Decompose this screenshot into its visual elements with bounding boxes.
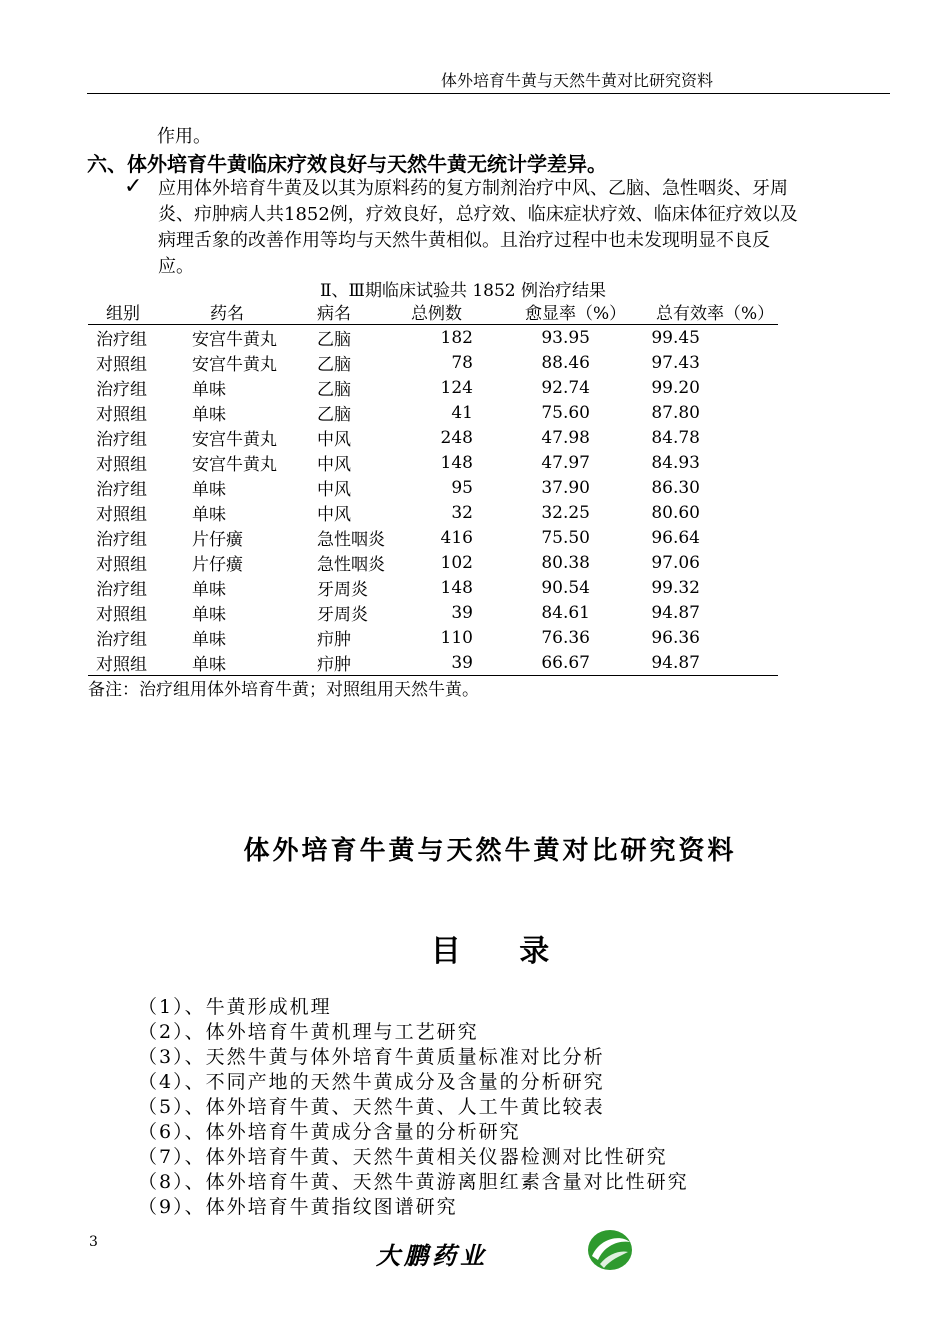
cell-group: 治疗组 (96, 380, 147, 400)
cell-cure-rate: 47.98 (541, 427, 590, 448)
cell-disease: 中风 (317, 505, 351, 525)
cell-disease: 中风 (317, 480, 351, 500)
table-row (88, 475, 778, 500)
cell-total-cases: 416 (440, 527, 473, 548)
table-row (88, 350, 778, 375)
cell-total-cases: 41 (451, 402, 473, 423)
cell-disease: 乙脑 (317, 355, 351, 375)
toc-item: （3）、天然牛黄与体外培育牛黄质量标准对比分析 (138, 1046, 605, 1068)
toc-list (138, 995, 689, 1220)
column-header-group: 组别 (88, 299, 192, 325)
cell-group: 对照组 (96, 505, 147, 525)
cell-effective-rate: 94.87 (651, 602, 700, 623)
cell-group: 治疗组 (96, 330, 147, 350)
table-header-row (88, 299, 778, 325)
cell-effective-rate: 86.30 (651, 477, 700, 498)
cell-cure-rate: 90.54 (541, 577, 590, 598)
cell-effective-rate: 96.64 (651, 527, 700, 548)
cell-effective-rate: 99.45 (651, 327, 700, 348)
cell-drug: 安宫牛黄丸 (192, 330, 277, 350)
table-note: 备注：治疗组用体外培育牛黄；对照组用天然牛黄。 (88, 680, 479, 700)
cell-effective-rate: 99.20 (651, 377, 700, 398)
cell-total-cases: 110 (440, 627, 473, 648)
cell-group: 治疗组 (96, 630, 147, 650)
toc-item: （2）、体外培育牛黄机理与工艺研究 (138, 1021, 479, 1043)
cell-cure-rate: 75.60 (541, 402, 590, 423)
lead-text: 作用。 (157, 126, 211, 147)
cell-drug: 片仔癀 (192, 555, 243, 575)
cell-group: 对照组 (96, 605, 147, 625)
cell-drug: 安宫牛黄丸 (192, 455, 277, 475)
table-row (88, 600, 778, 625)
cell-cure-rate: 80.38 (541, 552, 590, 573)
table-row (88, 525, 778, 550)
cell-effective-rate: 94.87 (634, 650, 778, 676)
cell-total-cases: 39 (451, 602, 473, 623)
cell-cure-rate: 93.95 (541, 327, 590, 348)
cell-drug: 安宫牛黄丸 (192, 430, 277, 450)
toc-item: （1）、牛黄形成机理 (138, 996, 332, 1018)
section-heading: 六、体外培育牛黄临床疗效良好与天然牛黄无统计学差异。 (87, 152, 607, 176)
cell-cure-rate: 76.36 (541, 627, 590, 648)
cell-effective-rate: 97.43 (651, 352, 700, 373)
cell-total-cases: 182 (440, 327, 473, 348)
cell-total-cases: 95 (451, 477, 473, 498)
toc-heading: 目 录 (430, 934, 550, 969)
section-paragraph: 应用体外培育牛黄及以其为原料药的复方制剂治疗中风、乙脑、急性咽炎、牙周炎、疖肿病人共1852例，疗效良好，总疗效、临床症状疗效、临床体征疗效以及病理舌象的改善作用等均与天然牛黄相似。且治疗过程中也未发现明显不良反应。 (158, 178, 798, 277)
company-logo: 大鹏药业 (376, 1242, 488, 1270)
cell-drug: 单味 (192, 405, 226, 425)
cell-cure-rate: 66.67 (499, 650, 634, 676)
table-row (88, 575, 778, 600)
table-row (88, 375, 778, 400)
cell-total-cases: 248 (440, 427, 473, 448)
cell-disease: 中风 (317, 455, 351, 475)
cell-drug: 片仔癀 (192, 530, 243, 550)
cell-effective-rate: 97.06 (651, 552, 700, 573)
table-title: Ⅱ、Ⅲ期临床试验共 1852 例治疗结果 (320, 281, 607, 301)
cell-effective-rate: 84.93 (651, 452, 700, 473)
table-row (88, 325, 778, 351)
cell-effective-rate: 84.78 (651, 427, 700, 448)
cell-total-cases: 148 (440, 452, 473, 473)
cell-cure-rate: 47.97 (541, 452, 590, 473)
cell-total-cases: 102 (440, 552, 473, 573)
cell-cure-rate: 75.50 (541, 527, 590, 548)
header-divider (87, 93, 890, 94)
cell-disease: 疖肿 (317, 650, 407, 676)
table-row (88, 650, 778, 676)
table-row (88, 625, 778, 650)
cell-drug: 单味 (192, 650, 317, 676)
cell-total-cases: 32 (451, 502, 473, 523)
cell-effective-rate: 87.80 (651, 402, 700, 423)
cell-drug: 单味 (192, 605, 226, 625)
toc-item: （8）、体外培育牛黄、天然牛黄游离胆红素含量对比性研究 (138, 1171, 689, 1193)
toc-item: （4）、不同产地的天然牛黄成分及含量的分析研究 (138, 1071, 605, 1093)
toc-item: （6）、体外培育牛黄成分含量的分析研究 (138, 1121, 521, 1143)
toc-title: 体外培育牛黄与天然牛黄对比研究资料 (243, 836, 737, 866)
cell-group: 治疗组 (96, 580, 147, 600)
cell-disease: 乙脑 (317, 405, 351, 425)
cell-cure-rate: 84.61 (541, 602, 590, 623)
cell-disease: 急性咽炎 (317, 530, 385, 550)
cell-drug: 单味 (192, 580, 226, 600)
cell-drug: 安宫牛黄丸 (192, 355, 277, 375)
cell-cure-rate: 32.25 (541, 502, 590, 523)
cell-disease: 中风 (317, 430, 351, 450)
page-number: 3 (89, 1234, 98, 1250)
cell-effective-rate: 96.36 (651, 627, 700, 648)
page-header-title: 体外培育牛黄与天然牛黄对比研究资料 (441, 71, 714, 90)
cell-group: 治疗组 (96, 430, 147, 450)
column-header-disease: 病名 (317, 299, 407, 325)
results-table (88, 299, 778, 676)
column-header-cure-rate: 愈显率（%） (499, 299, 634, 325)
cell-effective-rate: 99.32 (651, 577, 700, 598)
cell-disease: 牙周炎 (317, 580, 368, 600)
cell-drug: 单味 (192, 630, 226, 650)
table-row (88, 500, 778, 525)
cell-effective-rate: 80.60 (651, 502, 700, 523)
cell-group: 对照组 (96, 355, 147, 375)
column-header-effective-rate: 总有效率（%） (634, 299, 778, 325)
cell-group: 治疗组 (96, 480, 147, 500)
toc-item: （5）、体外培育牛黄、天然牛黄、人工牛黄比较表 (138, 1096, 605, 1118)
cell-drug: 单味 (192, 505, 226, 525)
cell-total-cases: 78 (451, 352, 473, 373)
column-header-drug: 药名 (192, 299, 317, 325)
cell-drug: 单味 (192, 480, 226, 500)
cell-total-cases: 39 (407, 650, 499, 676)
cell-group: 对照组 (96, 405, 147, 425)
table-row (88, 550, 778, 575)
table-row (88, 450, 778, 475)
cell-group: 治疗组 (96, 530, 147, 550)
cell-disease: 乙脑 (317, 330, 351, 350)
cell-cure-rate: 37.90 (541, 477, 590, 498)
cell-group: 对照组 (96, 555, 147, 575)
cell-total-cases: 124 (440, 377, 473, 398)
cell-cure-rate: 92.74 (541, 377, 590, 398)
cell-disease: 牙周炎 (317, 605, 368, 625)
cell-disease: 乙脑 (317, 380, 351, 400)
column-header-total-cases: 总例数 (407, 299, 499, 325)
table-row (88, 400, 778, 425)
toc-item: （7）、体外培育牛黄、天然牛黄相关仪器检测对比性研究 (138, 1146, 668, 1168)
cell-group: 对照组 (88, 650, 192, 676)
cell-drug: 单味 (192, 380, 226, 400)
cell-total-cases: 148 (440, 577, 473, 598)
checkmark-icon: ✓ (124, 174, 143, 199)
cell-disease: 疖肿 (317, 630, 351, 650)
green-leaf-emblem-icon (586, 1228, 634, 1272)
table-row (88, 425, 778, 450)
cell-cure-rate: 88.46 (541, 352, 590, 373)
cell-group: 对照组 (96, 455, 147, 475)
cell-disease: 急性咽炎 (317, 555, 385, 575)
toc-item: （9）、体外培育牛黄指纹图谱研究 (138, 1196, 458, 1218)
